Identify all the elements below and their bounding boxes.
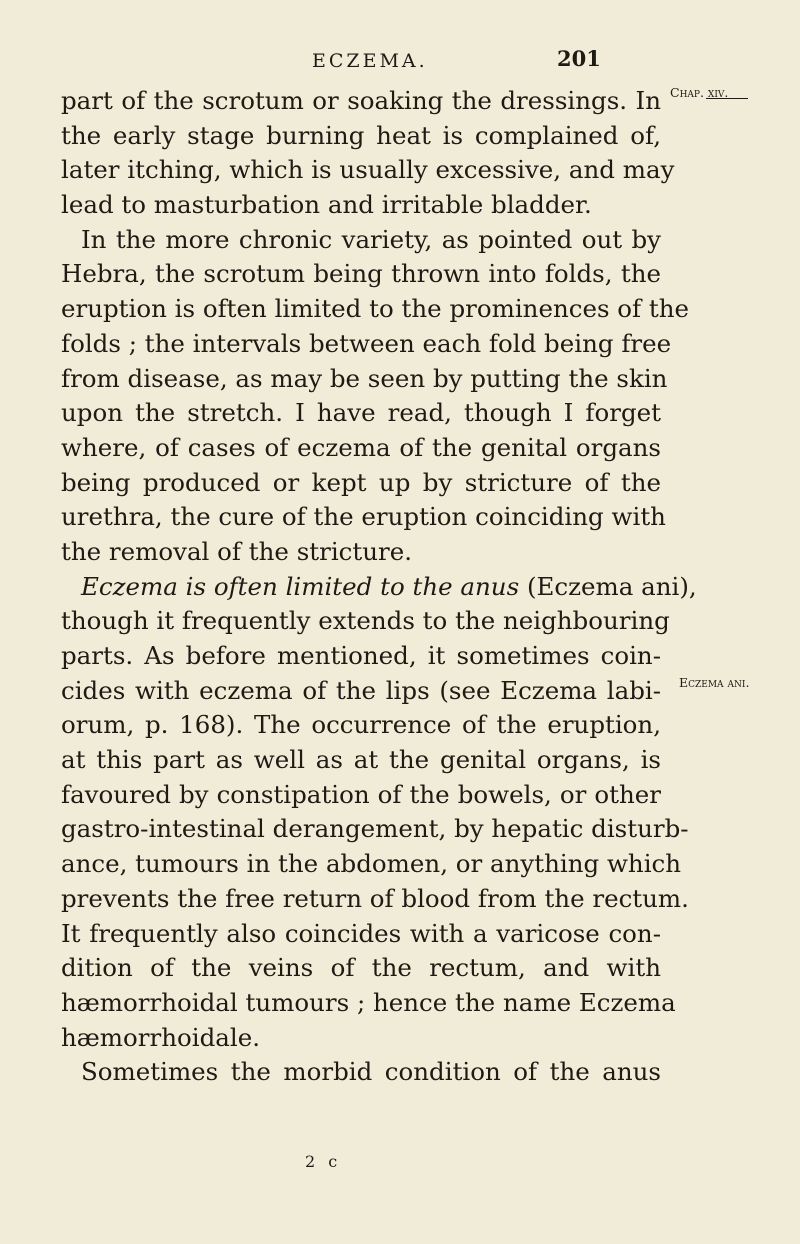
text-line: at this part as well as at the genital organs, is <box>61 745 661 775</box>
chapter-label: Chap. xiv. <box>670 85 729 100</box>
text-line: dition of the veins of the rectum, and with <box>61 953 661 983</box>
text-line: urethra, the cure of the eruption coinciding with <box>61 502 666 532</box>
text-line: Sometimes the morbid condition of the anus <box>81 1057 661 1087</box>
text-line: Hebra, the scrotum being thrown into folds, the <box>61 259 661 289</box>
signature-mark: 2 c <box>305 1152 342 1171</box>
eczema-ani-rest: (Eczema ani), <box>526 571 697 601</box>
text-line: the removal of the stricture. <box>61 536 413 566</box>
eczema-ani-italic: Eczema is often limited to the anus <box>81 571 520 601</box>
text-line: where, of cases of eczema of the genital organs <box>61 432 661 462</box>
text-line: hæmorrhoidal tumours ; hence the name Eczema <box>61 987 676 1017</box>
text-line: lead to masturbation and irritable bladder. <box>61 190 592 220</box>
text-line: upon the stretch. I have read, though I forget <box>61 398 661 428</box>
text-line: being produced or kept up by stricture of the <box>61 467 661 497</box>
text-line: orum, p. 168). The occurrence of the eruption, <box>61 710 661 740</box>
text-line: folds ; the intervals between each fold being free <box>61 328 672 358</box>
text-line: It frequently also coincides with a varicose con- <box>61 918 661 948</box>
body-text <box>61 84 697 1090</box>
text-line: favoured by constipation of the bowels, or other <box>61 779 661 809</box>
text-line: hæmorrhoidale. <box>61 1022 260 1052</box>
text-line: later itching, which is usually excessive, and may <box>61 155 675 185</box>
text-line: part of the scrotum or soaking the dressings. In <box>61 86 661 115</box>
running-title: ECZEMA. <box>312 50 428 72</box>
running-head <box>0 46 800 80</box>
text-line: ance, tumours in the abdomen, or anything which <box>61 849 682 879</box>
page-number: 201 <box>557 46 601 71</box>
text-line: In the more chronic variety, as pointed out by <box>81 224 661 254</box>
text-line: though it frequently extends to the neighbouring <box>61 606 670 636</box>
margin-note-eczema-ani: Eczema ani. <box>679 675 750 690</box>
text-line: the early stage burning heat is complained of, <box>61 120 661 150</box>
text-line: parts. As before mentioned, it sometimes coin- <box>61 641 661 670</box>
text-line: gastro-intestinal derangement, by hepatic disturb- <box>61 814 689 844</box>
text-line: from disease, as may be seen by putting the skin <box>61 363 668 393</box>
text-line: prevents the free return of blood from the rectum. <box>61 883 689 913</box>
margin-note-chapter <box>670 85 748 99</box>
text-line: cides with eczema of the lips (see Eczema labi- <box>61 675 661 705</box>
text-line: eruption is often limited to the prominences of the <box>61 294 690 324</box>
text-line-eczema-ani <box>61 570 697 605</box>
